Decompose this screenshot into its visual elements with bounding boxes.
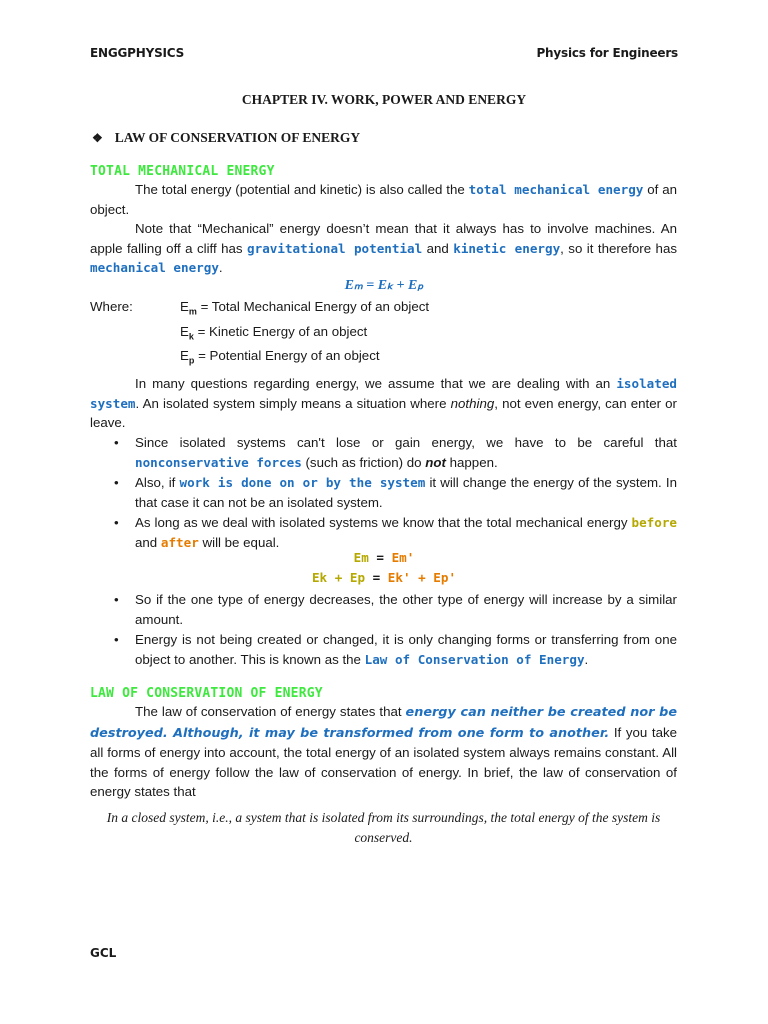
bullet-work: • Also, if work is done on or by the system it will change the energy of the system. In that case it can not be an isolated system.: [90, 473, 677, 512]
isolated-paragraph: In many questions regarding energy, we assume that we are dealing with an isolated system. An isolated system simply means a situation where nothing, not even energy, can enter or leave.: [90, 376, 677, 430]
tme-highlight: total mechanical energy: [468, 182, 644, 197]
header-left: ENGGPHYSICS: [90, 46, 185, 60]
loce-paragraph: The law of conservation of energy states that energy can neither be created nor be destroyed. Although, it may be transformed from one form to another. If you take all forms of energy into account, the total energy of an isolated system always remains constant. All the forms of energy follow the law of conservation of energy. In brief, the law of conservation of energy states that: [90, 704, 678, 799]
bullet-before-after: • As long as we deal with isolated systems we know that the total mechanical energy before and after will be equal.: [90, 513, 677, 552]
def-em: $E_m$ = Total Mechanical Energy of an object: [180, 299, 430, 317]
isolated-bullets-1: [90, 433, 677, 553]
isolated-bullets-2: [90, 590, 677, 670]
equation-em: Em = Em': [353, 550, 415, 565]
law-heading-text: LAW OF CONSERVATION OF ENERGY: [114, 130, 361, 145]
tme-paragraph-1: The total energy (potential and kinetic) is also called the total mechanical energy of an object.: [90, 182, 677, 217]
loce-title: LAW OF CONSERVATION OF ENERGY: [90, 686, 323, 701]
equation-ek-ep: Ek + Ep = Ek' + Ep': [311, 570, 457, 585]
header-right: Physics for Engineers: [536, 46, 678, 60]
where-label: Where:: [90, 299, 133, 314]
tme-title: TOTAL MECHANICAL ENERGY: [90, 164, 275, 179]
footer: GCL: [90, 946, 117, 960]
def-ep: $E_p$ = Potential Energy of an object: [180, 348, 380, 366]
diamond-bullet-icon: ❖: [92, 131, 103, 145]
law-heading: [92, 130, 360, 146]
def-ek: $E_k$ = Kinetic Energy of an object: [180, 323, 368, 342]
formula-em: Eₘ = Eₖ + Eₚ: [344, 278, 424, 293]
chapter-title: CHAPTER IV. WORK, POWER AND ENERGY: [241, 92, 527, 107]
closed-system-quote: In a closed system, i.e., a system that is isolated from its surroundings, the total energy of the system is conserved.: [106, 810, 661, 845]
bullet-law: • Energy is not being created or changed, it is only changing forms or transferring from one object to another. This is known as the Law of Conservation of Energy.: [90, 630, 677, 669]
bullet-decrease: • So if the one type of energy decreases, the other type of energy will increase by a similar amount.: [90, 590, 677, 629]
bullet-nonconservative: • Since isolated systems can't lose or gain energy, we have to be careful that nonconservative forces (such as friction) do not happen.: [90, 433, 677, 472]
tme-paragraph-2: Note that “Mechanical” energy doesn’t mean that it always has to involve machines. An apple falling off a cliff has gravitational potential and kinetic energy, so it therefore has mechanical energy.: [90, 221, 677, 275]
